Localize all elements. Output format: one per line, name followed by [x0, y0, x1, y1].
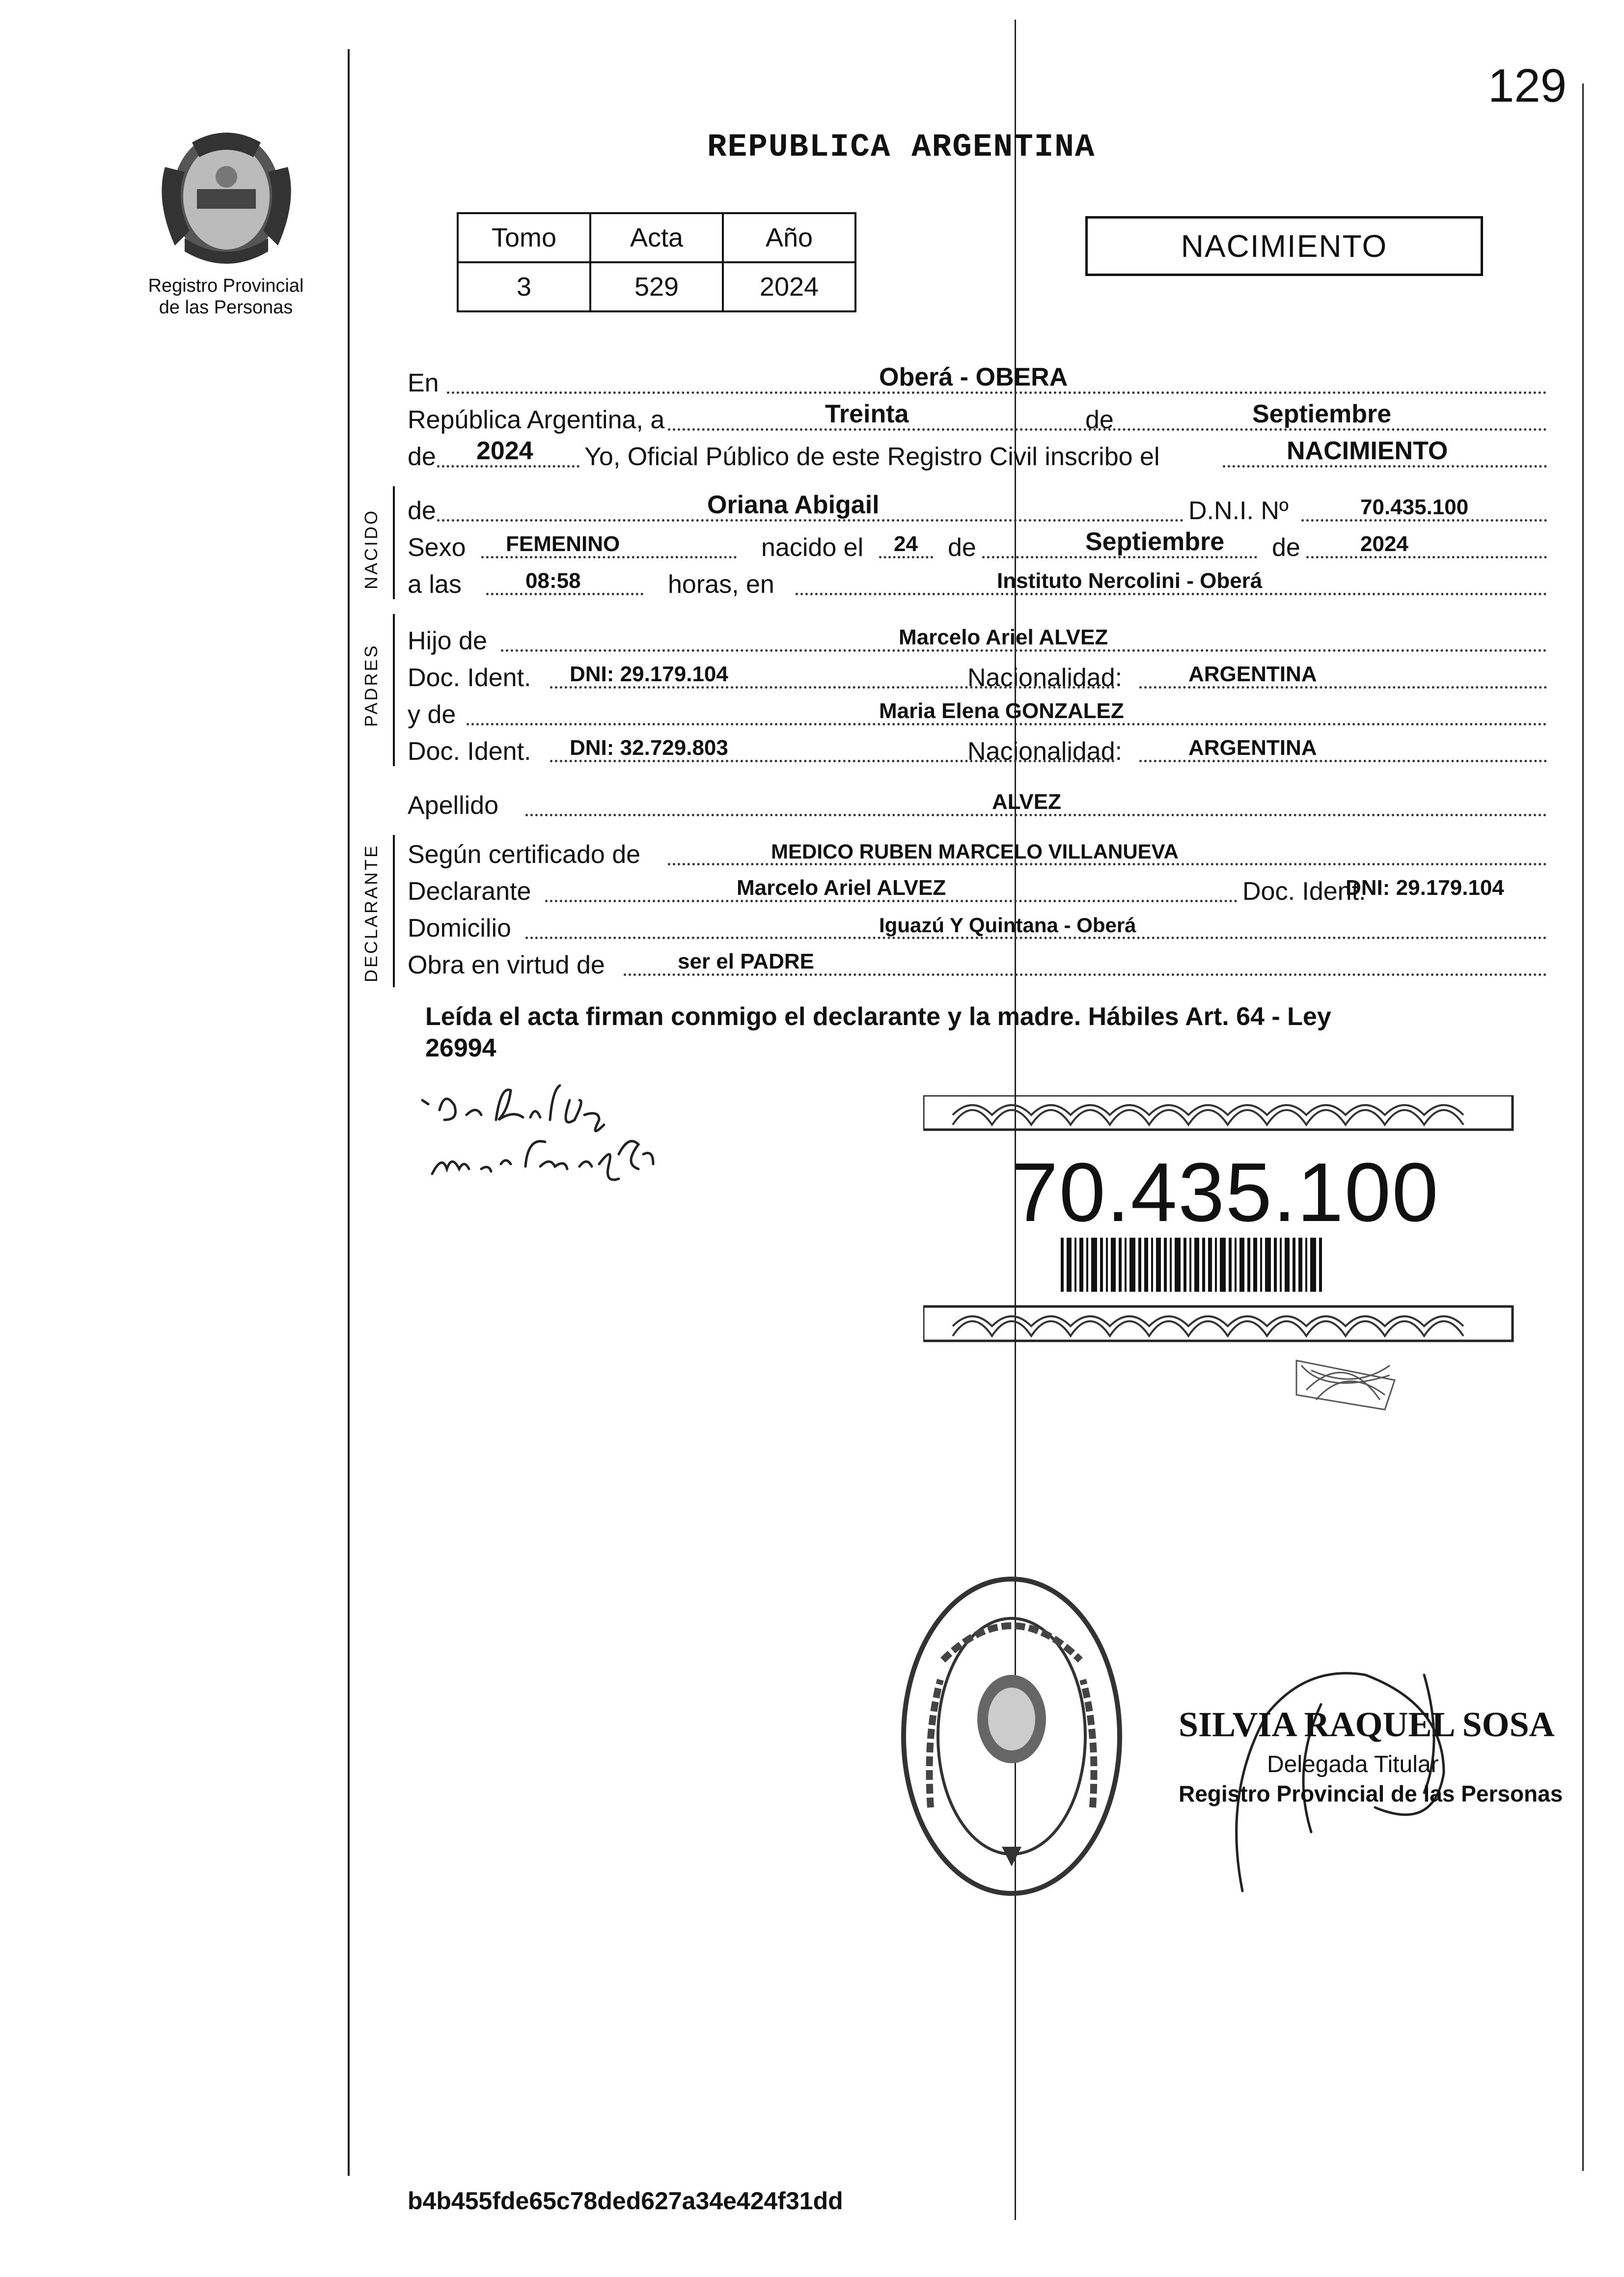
page-title: REPUBLICA ARGENTINA: [707, 129, 1096, 166]
section-label-nacido: NACIDO: [361, 508, 381, 589]
security-pattern-icon: [953, 1105, 1463, 1125]
registry-caption-line-1: Registro Provincial: [148, 276, 304, 296]
de-label: de: [408, 497, 436, 525]
obra-label: Obra en virtud de: [408, 951, 605, 979]
section-bar: [393, 614, 395, 766]
page-number: 129: [1488, 59, 1567, 112]
nacido-label: nacido el: [761, 533, 864, 562]
declarante-row-1: [408, 835, 1557, 869]
apellido-value: ALVEZ: [992, 790, 1061, 814]
padres-row-1: [408, 621, 1557, 656]
birth-day-value: 24: [894, 532, 918, 556]
section-bar: [393, 835, 395, 987]
official-organization: Registro Provincial de las Personas: [1179, 1781, 1563, 1806]
table-value-ano: 2024: [723, 262, 855, 311]
registry-table: [457, 212, 856, 312]
official-role: Delegada Titular: [1267, 1751, 1439, 1777]
section-label-declarante: DECLARANTE: [361, 843, 381, 982]
left-margin-line: [348, 49, 350, 2176]
act-value: NACIMIENTO: [1287, 437, 1448, 465]
place-value: Oberá - OBERA: [879, 363, 1068, 391]
nacionalidad-label: Nacionalidad:: [967, 737, 1123, 766]
declarante-doc-value: DNI: 29.179.104: [1346, 876, 1504, 900]
de-label: de: [1272, 533, 1300, 562]
registry-caption: [98, 275, 354, 318]
apellido-label: Apellido: [408, 791, 499, 820]
time-value: 08:58: [525, 569, 581, 593]
de-label: de: [408, 443, 436, 471]
domicilio-label: Domicilio: [408, 914, 511, 943]
doc-label: Doc. Ident.: [408, 737, 531, 766]
table-header-acta: Acta: [590, 213, 723, 262]
legal-note: [425, 1001, 1535, 1064]
legal-note-line-1: Leída el acta firman conmigo el declarante y la madre. Hábiles Art. 64 - Ley: [425, 1002, 1331, 1031]
year-value: 2024: [476, 437, 533, 465]
section-label-padres: PADRES: [361, 643, 381, 727]
stamp-number: 70.435.100: [1012, 1146, 1439, 1239]
hijo-label: Hijo de: [408, 627, 487, 655]
registry-caption-line-2: de las Personas: [159, 297, 293, 318]
nacionalidad-label: Nacionalidad:: [967, 664, 1123, 692]
declarante-row-2: [408, 872, 1557, 906]
nacido-row-3: [408, 565, 1557, 599]
father-doc-value: DNI: 29.179.104: [570, 662, 728, 686]
intro-row-1: [408, 363, 1557, 398]
mother-doc-value: DNI: 32.729.803: [570, 736, 728, 760]
dni-stamp: [923, 1095, 1522, 1415]
certificado-label: Según certificado de: [408, 840, 641, 869]
section-bar: [393, 486, 395, 599]
birth-place-value: Instituto Nercolini - Oberá: [997, 569, 1263, 593]
legal-note-line-2: 26994: [425, 1034, 496, 1062]
birth-year-value: 2024: [1360, 532, 1408, 556]
document-hash: b4b455fde65c78ded627a34e424f31dd: [408, 2187, 843, 2215]
y-de-label: y de: [408, 700, 456, 729]
nacido-row-2: [408, 528, 1557, 562]
mother-name-value: Maria Elena GONZALEZ: [879, 699, 1124, 723]
child-name-value: Oriana Abigail: [707, 491, 880, 519]
domicilio-value: Iguazú Y Quintana - Oberá: [879, 914, 1136, 937]
horas-label: horas, en: [668, 570, 774, 599]
certificado-value: MEDICO RUBEN MARCELO VILLANUEVA: [771, 840, 1179, 863]
republica-label: República Argentina, a: [408, 406, 665, 434]
doc-label: Doc. Ident.: [408, 664, 531, 692]
month-value: Septiembre: [1252, 400, 1392, 428]
table-header-ano: Año: [723, 213, 855, 262]
day-words-value: Treinta: [825, 400, 909, 428]
official-name: SILVIA RAQUEL SOSA: [1179, 1705, 1555, 1744]
record-type-box: NACIMIENTO: [1085, 216, 1483, 276]
de-label: de: [948, 533, 976, 562]
declarante-name-value: Marcelo Ariel ALVEZ: [737, 876, 946, 900]
padres-row-3: [408, 695, 1557, 729]
mother-nationality-value: ARGENTINA: [1188, 736, 1317, 760]
sexo-label: Sexo: [408, 533, 466, 562]
dni-label: D.N.I. Nº: [1188, 497, 1289, 525]
sexo-value: FEMENINO: [506, 532, 620, 556]
barcode-icon: [1061, 1238, 1322, 1292]
handwritten-signatures: [413, 1081, 707, 1194]
apellido-row: [408, 786, 1557, 820]
nacido-row-1: [408, 491, 1557, 526]
intro-row-3: [408, 437, 1557, 472]
table-value-acta: 529: [590, 262, 723, 311]
declarante-row-3: [408, 909, 1557, 943]
father-nationality-value: ARGENTINA: [1188, 662, 1317, 686]
padres-row-2: [408, 658, 1557, 693]
padres-row-4: [408, 732, 1557, 766]
birth-month-value: Septiembre: [1085, 528, 1225, 556]
right-margin-line: [1582, 83, 1584, 2171]
doc-label: Doc. Ident.: [1242, 877, 1366, 906]
table-value-tomo: 3: [458, 262, 590, 311]
father-name-value: Marcelo Ariel ALVEZ: [899, 625, 1108, 649]
de-label: de: [1085, 406, 1114, 434]
dotted-line: [1306, 556, 1547, 558]
en-label: En: [408, 369, 439, 397]
declarante-row-4: [408, 945, 1557, 980]
table-header-tomo: Tomo: [458, 213, 590, 262]
guilloche-pattern: [1296, 1361, 1395, 1410]
obra-value: ser el PADRE: [678, 949, 814, 973]
a-las-label: a las: [408, 570, 462, 599]
coat-of-arms-icon: [145, 123, 307, 270]
intro-row-2: [408, 400, 1557, 435]
seal-icon: [896, 1572, 1127, 1901]
officer-text: Yo, Oficial Público de este Registro Civil inscribo el: [584, 443, 1160, 471]
child-dni-value: 70.435.100: [1360, 495, 1469, 519]
declarante-label: Declarante: [408, 877, 531, 906]
